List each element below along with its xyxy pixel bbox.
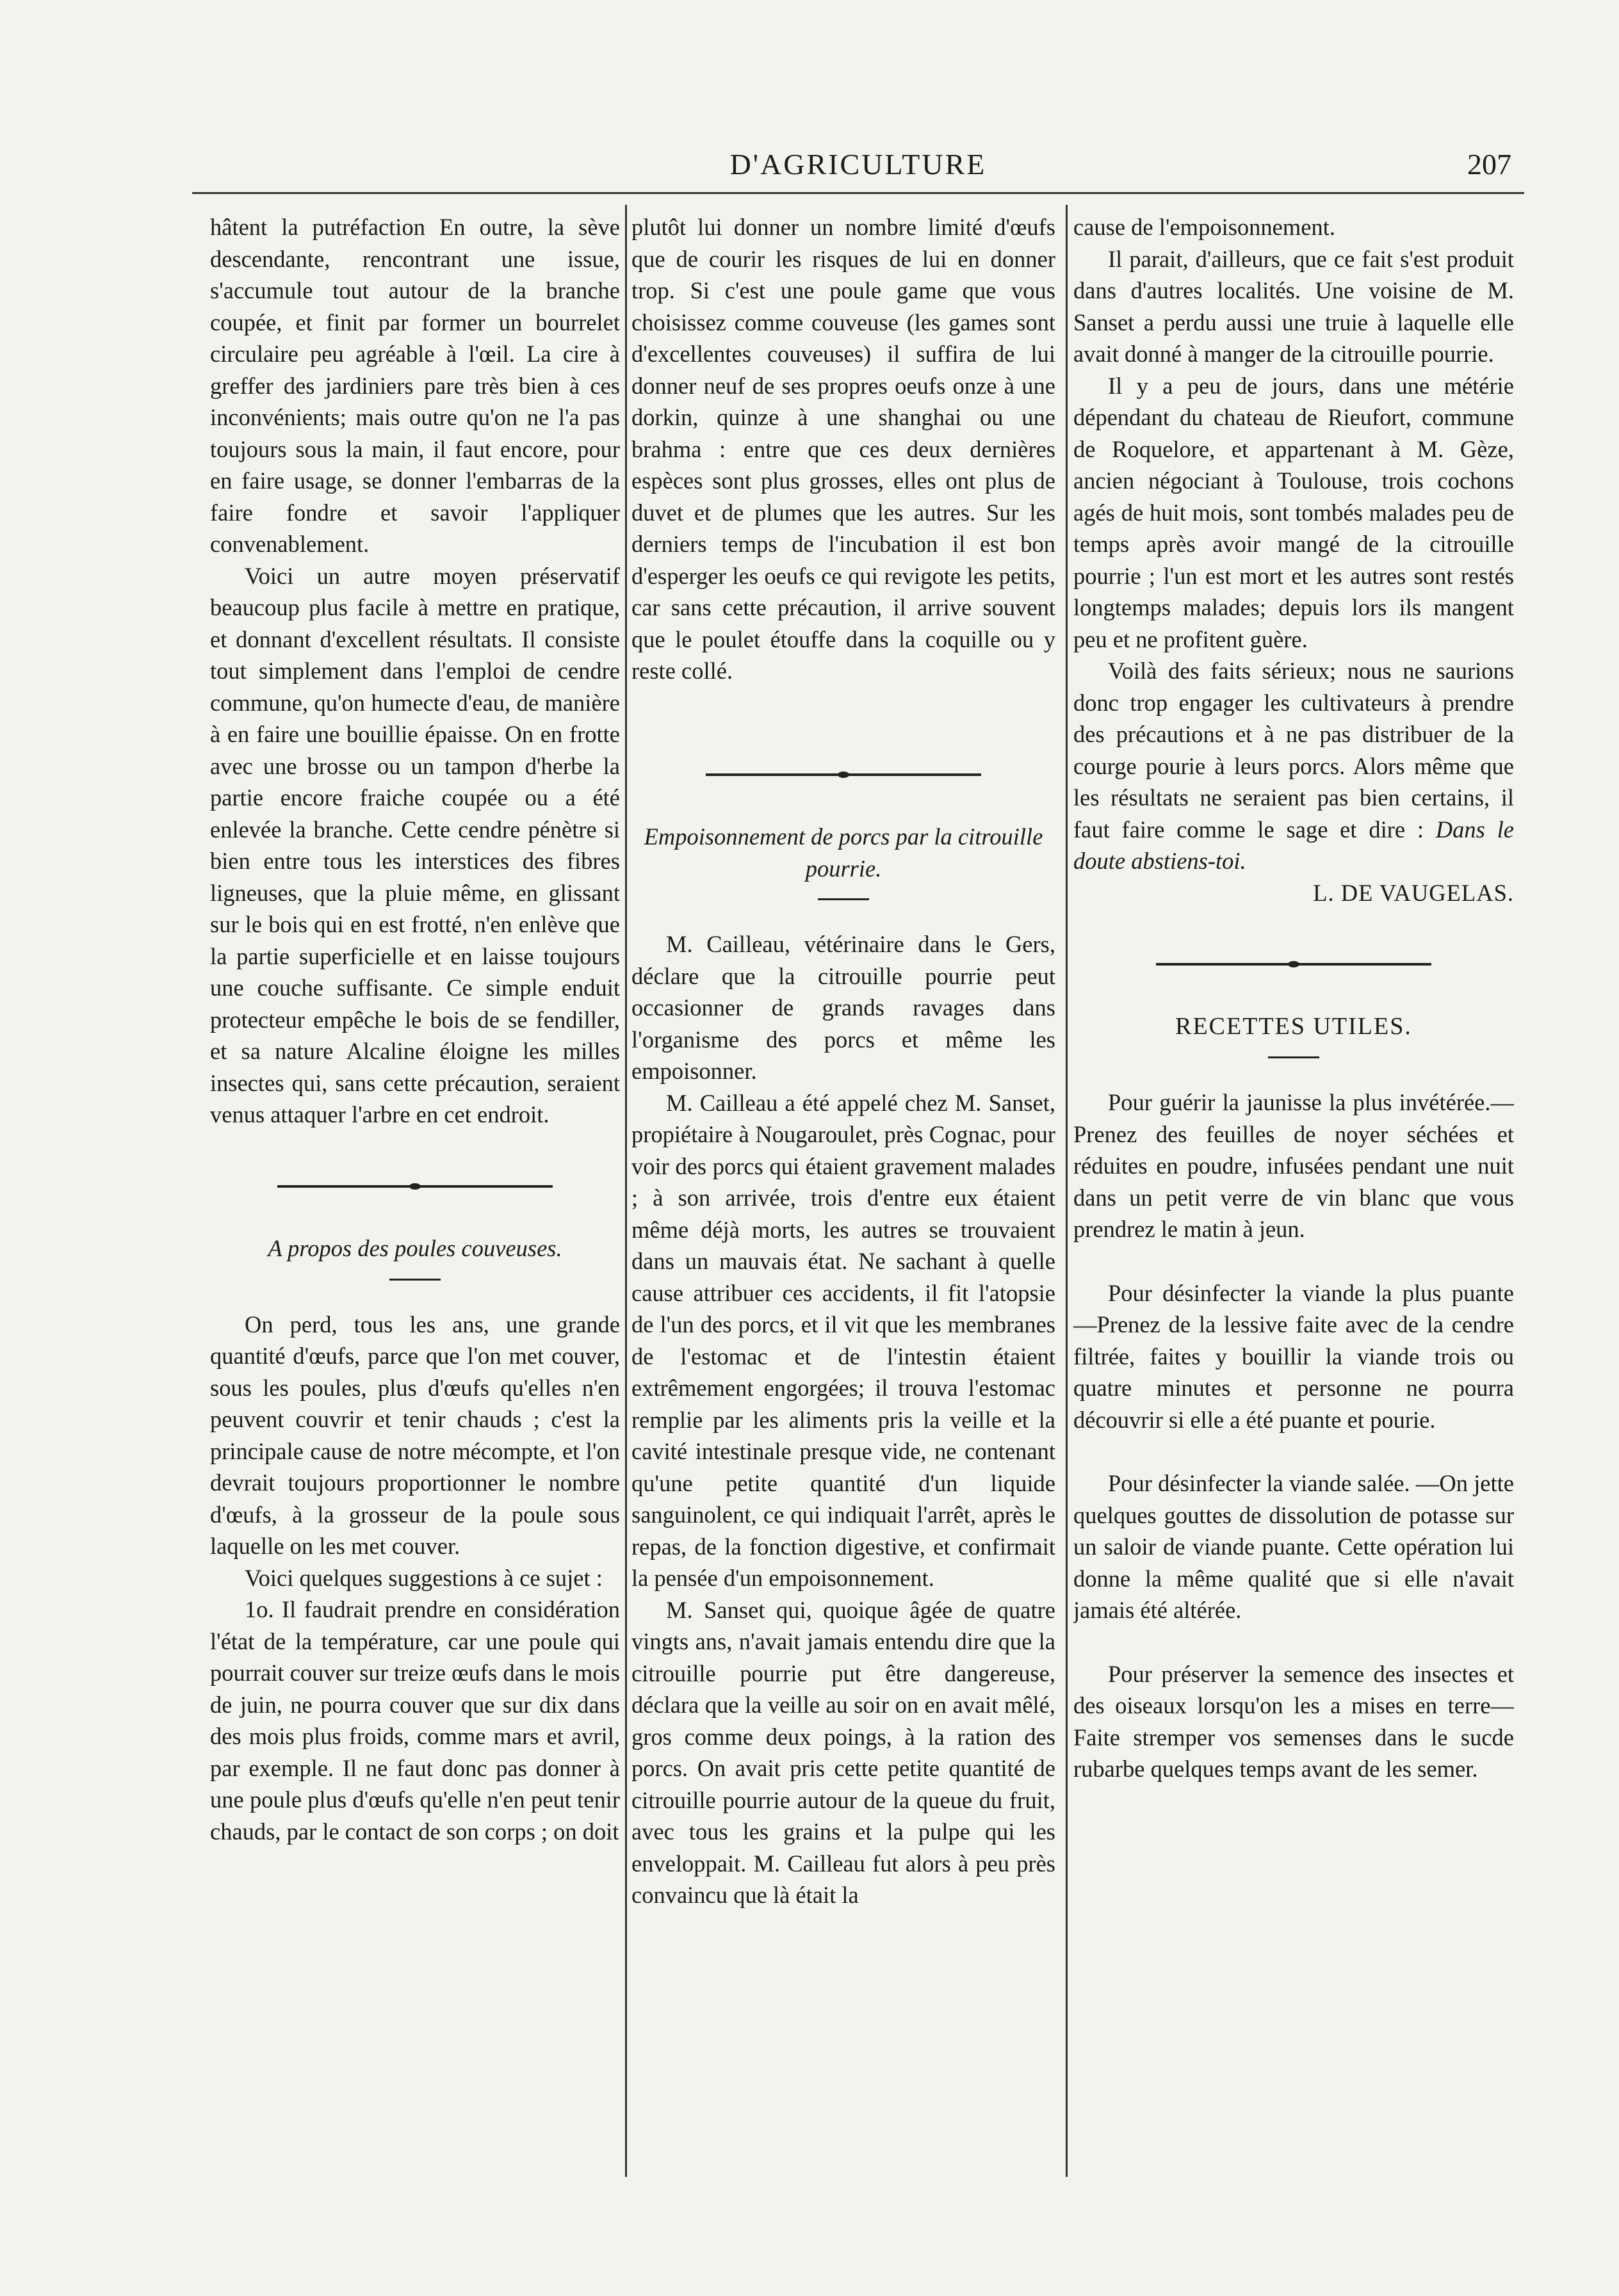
spacer	[1073, 1245, 1514, 1277]
paragraph: M. Sanset qui, quoique âgée de quatre vingts ans, n'avait jamais entendu dire que la citrouille pourrie put être dangereuse, déclara que la veille au soir on en avait mêlé, gros comme deux poings, à la ration des porcs. On avait pris cette petite quantité de citrouille pourrie autour de la queue du fruit, avec tous les grains et la pulpe qui les enveloppait. M. Cailleau fut alors à peu près convaincu que là était la	[631, 1596, 1055, 1908]
paragraph: plutôt lui donner un nombre limité d'œufs que de courir les risques de lui en donner trop. Si c'est une poule game que vous choisissez comme couveuse (les games sont d'excellentes couveuses) il suffira de lui donner neuf de ses propres oeufs onze à une dorkin, quinze à une shanghai ou une brahma : entre que ces deux dernières espèces sont plus grosses, elles ont plus de duvet et de plumes que les autres. Sur les derniers temps de l'incubation il est bon d'esperger les oeufs ce qui revigote les petits, car sans cette précaution, il arrive souvent que le poulet étouffe dans la coquille ou y reste collé.	[631, 214, 1055, 684]
italic-maxim: Dans le doute abstiens-toi.	[1073, 816, 1514, 874]
column-2	[631, 211, 1055, 2171]
paragraph: M. Cailleau, vétérinaire dans le Gers, déclare que la citrouille pourrie peut occasionner de grands ravages dans l'organisme des porcs et même les empoisonner.	[631, 931, 1055, 1084]
paragraph	[1073, 655, 1514, 877]
paragraph: Voici quelques suggestions à ce sujet :	[245, 1564, 603, 1591]
author-signature: L. DE VAUGELAS.	[1313, 879, 1514, 906]
paragraph: Voici un autre moyen préservatif beaucoup plus facile à mettre en pratique, et donnant d'excellent résultats. Il consiste tout simplement dans l'emploi de cendre commune, qu'on humecte d'eau, de manière à en faire une bouillie épaisse. On en frotte avec une brosse ou un tampon d'herbe la partie encore fraiche coupée ou a été enlevée la branche. Cette cendre pénètre si bien entre tous les interstices des fibres ligneuses, que la pluie même, en glissant sur le bois qui en est frotté, n'en enlève que la partie superficielle et en laisse toujours une couche suffisante. Ce simple enduit protecteur empêche le bois de se fendiller, et sa nature Alcaline éloigne les milles insectes qui, sans cette précaution, seraient venus attaquer l'arbre en cet endroit.	[210, 562, 620, 1128]
page-number: 207	[1467, 148, 1511, 181]
running-head	[192, 147, 1524, 186]
ornament-divider	[631, 757, 1055, 789]
column-1	[210, 211, 620, 2171]
short-rule	[389, 1279, 441, 1281]
paragraph: Il y a peu de jours, dans une métérie dépendant du chateau de Rieufort, commune de Roquelore, et appartenant à M. Gèze, ancien négociant à Toulouse, trois cochons agés de huit mois, sont tombés malades peu de temps après avoir mangé de la citrouille pourrie ; l'un est mort et les autres sont restés longtemps malades; depuis lors ils mangent peu et ne profitent guère.	[1073, 372, 1514, 652]
section-title-poules: A propos des poules couveuses.	[268, 1235, 562, 1261]
recipe-paragraph: Pour désinfecter la viande salée. —On jette quelques gouttes de dissolution de potasse sur un saloir de viande puante. Cette opération lui donne la même qualité que si elle n'avait jamais été altérée.	[1073, 1470, 1514, 1623]
column-3	[1073, 211, 1514, 2171]
short-rule	[1268, 1056, 1319, 1058]
paragraph: Il parait, d'ailleurs, que ce fait s'est produit dans d'autres localités. Une voisine de M. Sanset a perdu aussi une truie à laquelle elle avait donné à manger de la citrouille pourrie.	[1073, 245, 1514, 367]
spacer	[1073, 1626, 1514, 1658]
paragraph: 1o. Il faudrait prendre en considération l'état de la température, car une poule qui pourrait couver sur treize œufs dans le mois de juin, ne pourra couver que sur dix dans des mois plus froids, comme mars et avril, par exemple. Il ne faut donc pas donner à une poule plus d'œufs qu'elle n'en peut tenir chauds, par le contact de son corps ; on doit	[210, 1596, 620, 1845]
spacer	[1073, 1435, 1514, 1467]
recipe-paragraph: Pour guérir la jaunisse la plus invétérée.—Prenez des feuilles de noyer séchées et réduites en poudre, infusées pendant une nuit dans un petit verre de vin blanc que vous prendrez le matin à jeun.	[1073, 1089, 1514, 1242]
paragraph-text: Voilà des faits sérieux; nous ne saurions donc trop engager les cultivateurs à prendre des précautions et à ne pas distribuer de la courge pourie à leurs porcs. Alors même que les résultats ne seraient pas bien certains, il faut faire comme le sage et dire :	[1073, 658, 1514, 843]
section-title-empoisonnement: Empoisonnement de porcs par la citrouille pourrie.	[644, 823, 1043, 882]
ornament-divider	[210, 1169, 620, 1201]
running-title: D'AGRICULTURE	[729, 148, 987, 181]
section-title-recettes: RECETTES UTILES.	[1175, 1012, 1412, 1040]
short-rule	[818, 898, 869, 900]
paragraph: M. Cailleau a été appelé chez M. Sanset, propiétaire à Nougaroulet, près Cognac, pour voir des porcs qui étaient gravement malades ; à son arrivée, trois d'entre eux étaient même déjà morts, les autres se trouvaient dans un mauvais état. Ne sachant à quelle cause attribuer ces accidents, il fit l'atopsie de l'un des porcs, et il vit que les membranes de l'estomac et de l'intestin étaient extrêmement engorgées; il trouva l'estomac remplie par les aliments pris la veille et la cavité intestinale presque vide, ne contenant qu'une petite quantité d'un liquide sanguinolent, ce qui indiquait l'arrêt, après le repas, de la fonction digestive, et confirmait la pensée d'un empoisonnement.	[631, 1089, 1055, 1591]
column-divider-1	[625, 205, 627, 2177]
paragraph: On perd, tous les ans, une grande quantité d'œufs, parce que l'on met couver, sous les poules, plus d'œufs qu'elles n'en peuvent couvrir et tenir chauds ; c'est la principale cause de notre mécompte, et l'on devrait toujours proportionner le nombre d'œufs, à la grosseur de la poule sous laquelle on les met couver.	[210, 1311, 620, 1559]
recipe-paragraph: Pour désinfecter la viande la plus puante —Prenez de la lessive faite avec de la cendre filtrée, faites y bouillir la viande trois ou quatre minutes et personne ne pourra découvrir si elle a été puante et pourie.	[1073, 1279, 1514, 1433]
header-rule	[192, 192, 1524, 194]
paragraph: hâtent la putréfaction En outre, la sève descendante, rencontrant une issue, s'accumule tout autour de la branche coupée, et finit par former un bourrelet circulaire peu agréable à l'œil. La cire à greffer des jardiniers pare très bien à ces inconvénients; mais outre qu'on ne l'a pas toujours sous la main, il faut encore, pour en faire usage, se donner l'embarras de la faire fondre et savoir l'appliquer convenablement.	[210, 214, 620, 557]
column-divider-2	[1066, 205, 1068, 2177]
paragraph: cause de l'empoisonnement.	[1073, 214, 1335, 240]
recipe-paragraph: Pour préserver la semence des insectes et des oiseaux lorsqu'on les a mises en terre—Faite stremper vos semenses dans le sucde rubarbe quelques temps avant de les semer.	[1073, 1660, 1514, 1782]
ornament-divider	[1073, 947, 1514, 979]
